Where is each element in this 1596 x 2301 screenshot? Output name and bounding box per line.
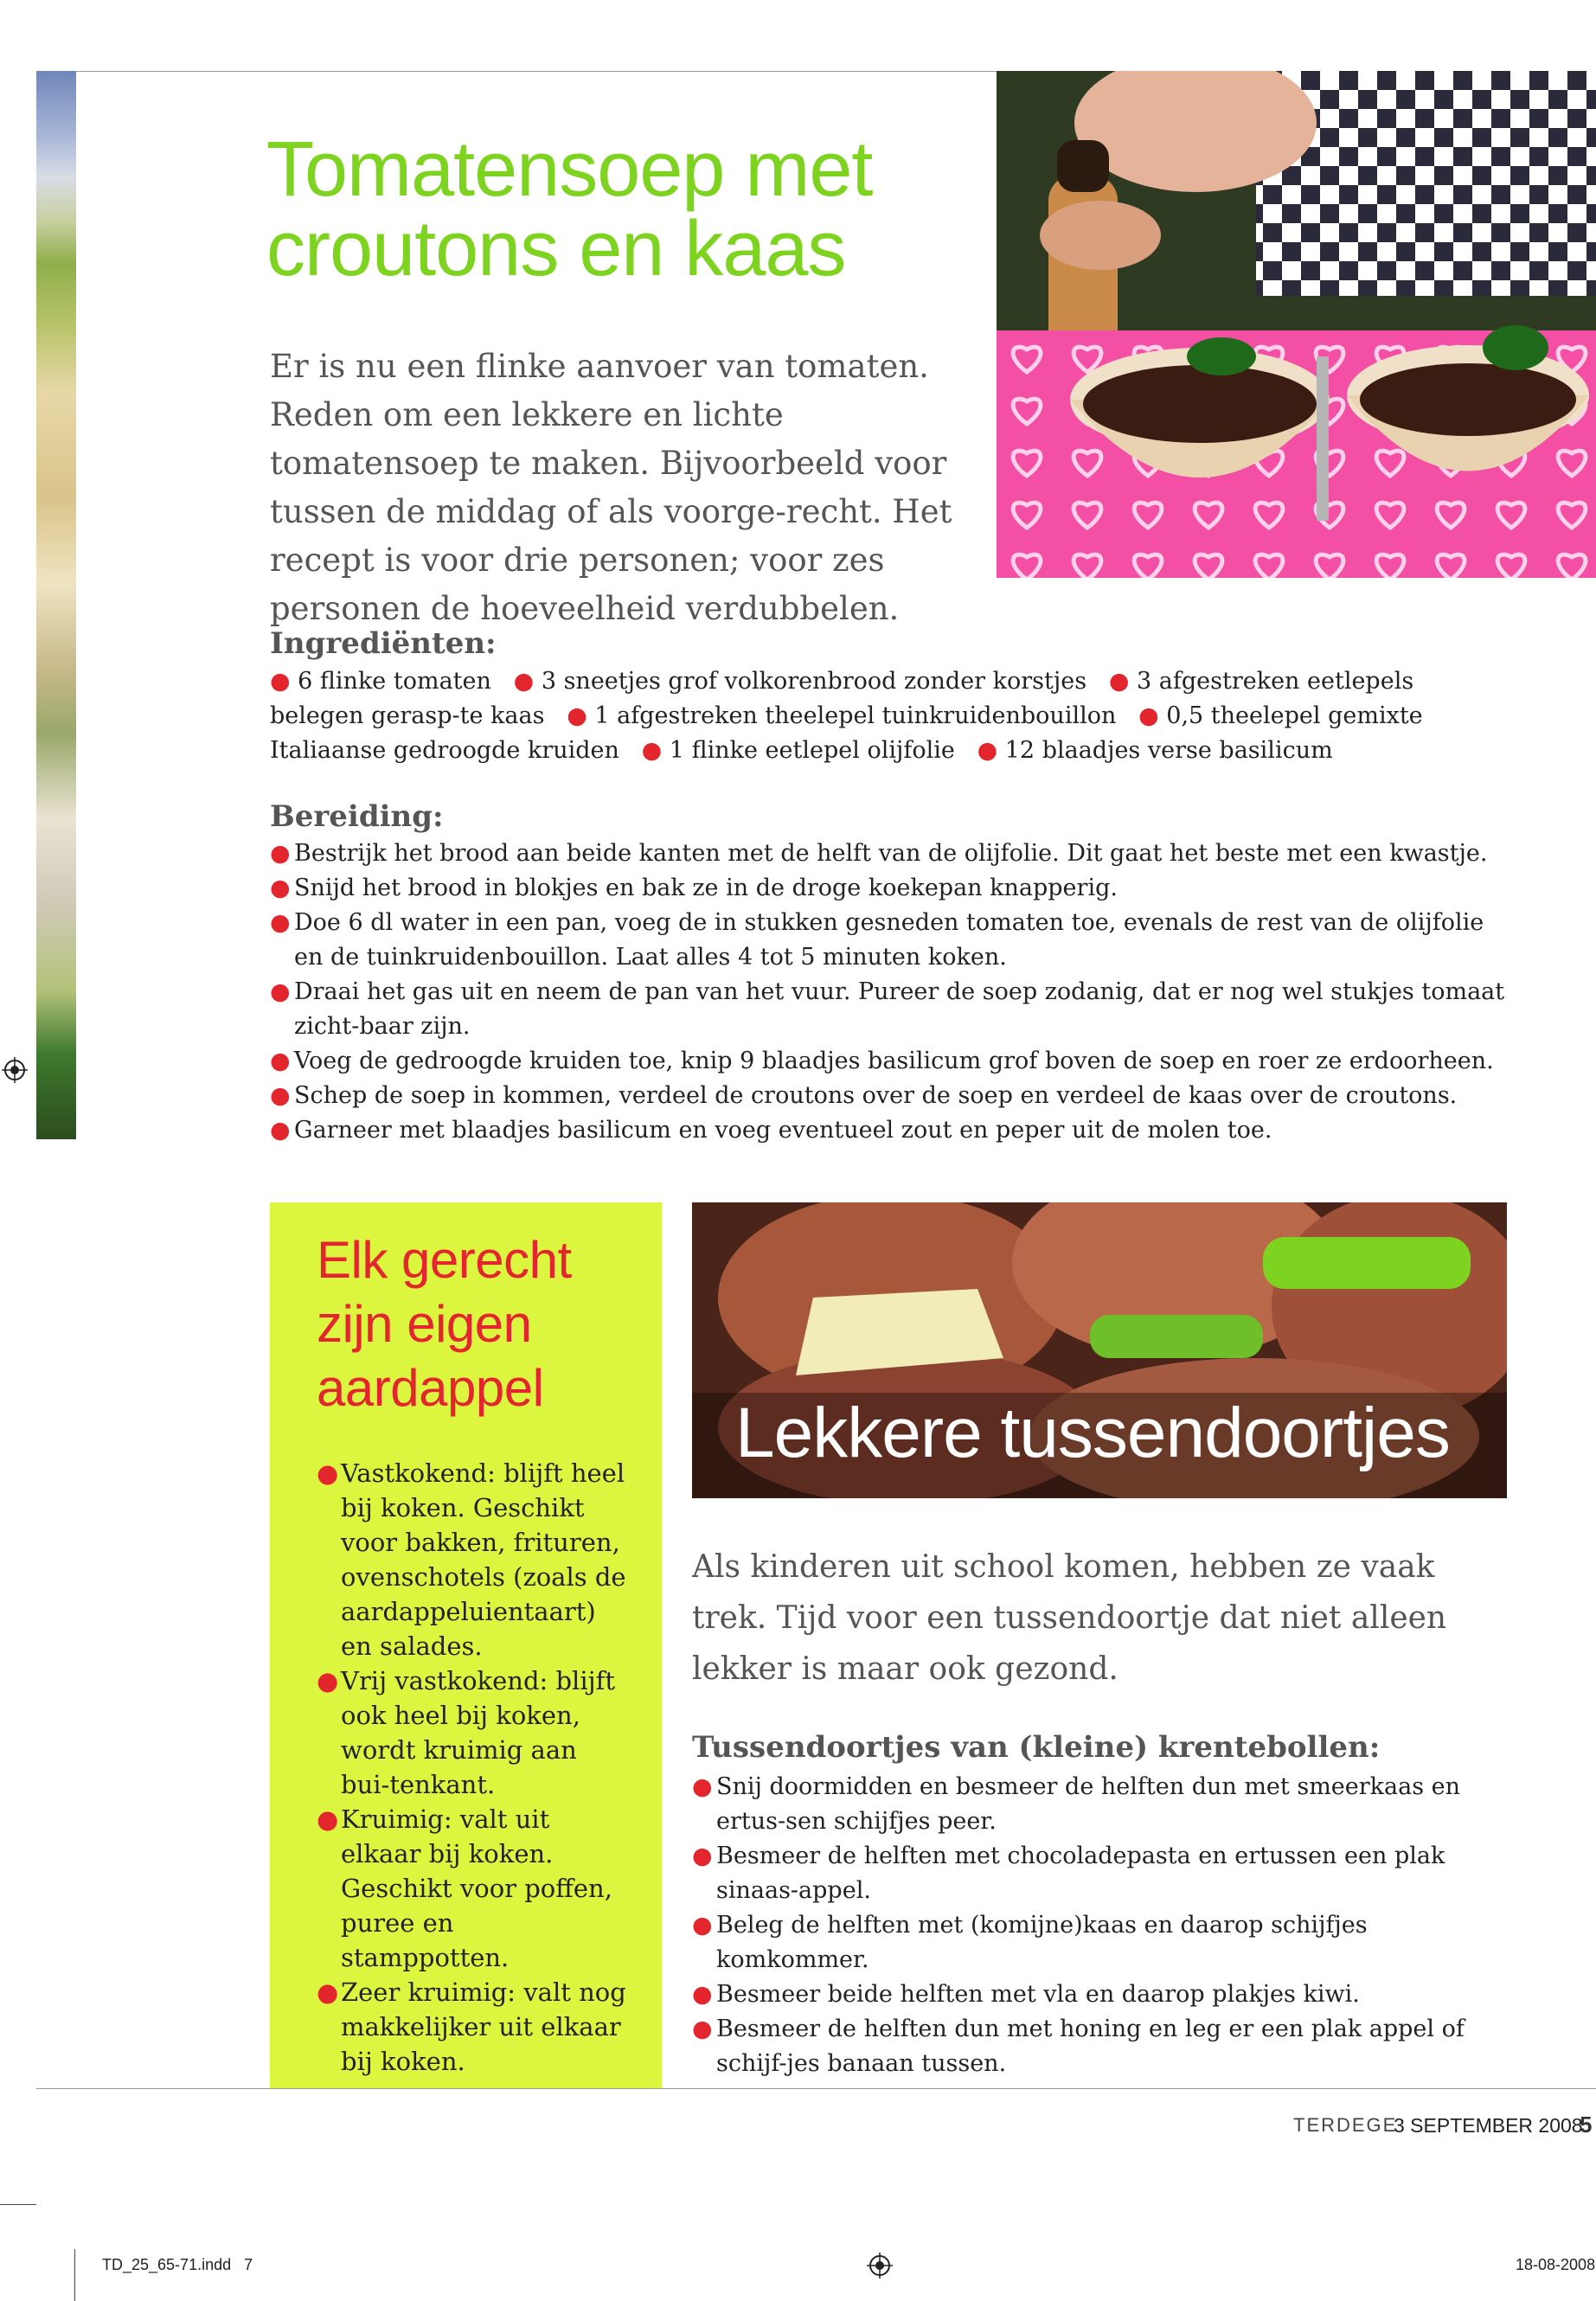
step-text: Draai het gas uit en neem de pan van het vuur. Pureer de soep zodanig, dat er nog wel stukjes tomaat zicht-baar zijn. [294, 978, 1505, 1040]
ingredient-item: 0,5 theelepel gemixte Italiaanse gedroogde kruiden [270, 702, 1423, 764]
footer-magazine: TERDEGE [1293, 2114, 1398, 2136]
list-item [270, 836, 1516, 871]
bullet-icon: ● [270, 1117, 291, 1144]
step-text: Voeg de gedroogde kruiden toe, knip 9 blaadjes basilicum grof boven de soep en roer ze erdoorheen. [294, 1048, 1494, 1074]
step-text: Schep de soep in kommen, verdeel de croutons over de soep en verdeel de kaas over de croutons. [294, 1082, 1458, 1109]
soup-photo [997, 71, 1596, 578]
left-photo-strip [36, 71, 76, 1139]
snack-item-text: Beleg de helften met (komijne)kaas en daarop schijfjes komkommer. [716, 1912, 1368, 1973]
list-item [270, 1113, 1516, 1148]
bullet-icon: ● [317, 1458, 339, 1488]
bullet-icon: ● [1138, 702, 1159, 729]
ingredient-item: 3 afgestreken eetlepels belegen gerasp-te kaas [270, 668, 1414, 729]
list-item [270, 1044, 1516, 1079]
top-rule [76, 71, 1002, 72]
list-item [270, 871, 1516, 906]
snack-list [692, 1770, 1514, 2081]
ingredient-item: 1 flinke eetlepel olijfolie [669, 737, 955, 764]
list-item [692, 1839, 1514, 1908]
ingredients-heading: Ingrediënten: [270, 626, 497, 661]
file-date: 18-08-2008 [1516, 2256, 1596, 2273]
bullet-icon: ● [270, 668, 291, 695]
bullet-icon: ● [317, 1804, 339, 1834]
potato-item-text: Vrij vastkokend: blijft ook heel bij koken, wordt kruimig aan bui-tenkant. [341, 1666, 615, 1799]
potato-box-title [317, 1228, 645, 1420]
list-item [270, 1079, 1516, 1113]
preparation-list [270, 836, 1516, 1148]
bullet-icon: ● [641, 737, 663, 764]
bullet-icon: ● [270, 840, 291, 867]
potato-title-line2: zijn eigen [317, 1295, 532, 1353]
ingredient-item: 3 sneetjes grof volkorenbrood zonder korstjes [541, 668, 1087, 695]
potato-title-line1: Elk gerecht [317, 1231, 572, 1289]
list-item [692, 1977, 1514, 2012]
snack-item-text: Besmeer de helften met chocoladepasta en ertussen een plak sinaas-appel. [716, 1843, 1445, 1904]
step-text: Bestrijk het brood aan beide kanten met de helft van de olijfolie. Dit gaat het beste met een kwastje. [294, 840, 1488, 867]
crop-mark [0, 2204, 36, 2205]
potato-title-line3: aardappel [317, 1359, 544, 1417]
registration-mark-icon [2, 1057, 28, 1083]
bullet-icon: ● [270, 909, 291, 936]
recipe-title [266, 126, 976, 292]
potato-list [317, 1456, 628, 2079]
bullet-icon: ● [692, 1773, 713, 1800]
ingredients-list [270, 664, 1507, 768]
bullet-icon: ● [270, 1048, 291, 1074]
snack-item-text: Besmeer beide helften met vla en daarop plakjes kiwi. [716, 1981, 1360, 2008]
bullet-icon: ● [692, 2016, 713, 2042]
recipe-title-line2: croutons en kaas [266, 206, 846, 292]
list-item [270, 975, 1516, 1044]
bullet-icon: ● [692, 1843, 713, 1869]
bullet-icon: ● [977, 737, 998, 764]
ingredient-item: 12 blaadjes verse basilicum [1004, 737, 1333, 764]
list-item [317, 1975, 628, 2079]
list-item [317, 1663, 628, 1802]
list-item [317, 1802, 628, 1975]
bullet-icon: ● [317, 1977, 339, 2007]
bullet-icon: ● [270, 1082, 291, 1109]
bullet-icon: ● [567, 702, 587, 729]
snack-item-text: Besmeer de helften dun met honing en leg er een plak appel of schijf-jes banaan tussen. [716, 2016, 1465, 2077]
step-text: Garneer met blaadjes basilicum en voeg eventueel zout en peper uit de molen toe. [294, 1117, 1272, 1144]
registration-mark-icon [867, 2253, 893, 2279]
snack-heading: Tussendoortjes van (kleine) krentebollen: [692, 1730, 1381, 1765]
bullet-icon: ● [692, 1981, 713, 2008]
bottom-rule [36, 2088, 1596, 2089]
bullet-icon: ● [317, 1666, 339, 1695]
list-item [270, 906, 1516, 975]
bullet-icon: ● [513, 668, 535, 695]
bullet-icon: ● [270, 978, 291, 1005]
snack-item-text: Snij doormidden en besmeer de helften dun met smeerkaas en ertus-sen schijfjes peer. [716, 1773, 1461, 1835]
step-text: Snijd het brood in blokjes en bak ze in de droge koekepan knapperig. [294, 875, 1118, 901]
crop-mark [74, 2249, 75, 2301]
bullet-icon: ● [270, 875, 291, 901]
list-item [692, 1908, 1514, 1977]
potato-item-text: Kruimig: valt uit elkaar bij koken. Geschikt voor poffen, puree en stamppotten. [341, 1804, 612, 1972]
list-item [317, 1456, 628, 1663]
bullet-icon: ● [692, 1912, 713, 1939]
bullet-icon: ● [1108, 668, 1130, 695]
potato-item-text: Vastkokend: blijft heel bij koken. Geschikt voor bakken, frituren, ovenschotels (zoals de aardappeluientaart) en salades. [341, 1458, 626, 1661]
ingredient-item: 6 flinke tomaten [298, 668, 491, 695]
step-text: Doe 6 dl water in een pan, voeg de in stukken gesneden tomaten toe, evenals de rest van de olijfolie en de tuinkruidenbouillon. Laat alles 4 tot 5 minuten koken. [294, 909, 1484, 971]
list-item [692, 2012, 1514, 2081]
page-number: 5 [1580, 2112, 1593, 2138]
snack-intro: Als kinderen uit school komen, hebben ze vaak trek. Tijd voor een tussendoortje dat niet alleen lekker is maar ook gezond. [692, 1549, 1447, 1687]
potato-item-text: Zeer kruimig: valt nog makkelijker uit elkaar bij koken. [341, 1977, 626, 2076]
preparation-heading: Bereiding: [270, 799, 444, 834]
snack-title: Lekkere tussendoortjes [735, 1394, 1450, 1472]
ingredient-item: 1 afgestreken theelepel tuinkruidenbouillon [594, 702, 1117, 729]
recipe-intro: Er is nu een flinke aanvoer van tomaten. Reden om een lekkere en lichte tomatensoep te maken. Bijvoorbeeld voor tussen de middag of als voorge-recht. Het recept is voor drie personen; voor zes personen de hoeveelheid verdubbelen. [270, 348, 952, 627]
file-name: TD_25_65-71.indd 7 [102, 2256, 253, 2273]
list-item [692, 1770, 1514, 1839]
footer-date: 3 SEPTEMBER 2008 [1394, 2114, 1583, 2137]
recipe-title-line1: Tomatensoep met [266, 126, 873, 213]
